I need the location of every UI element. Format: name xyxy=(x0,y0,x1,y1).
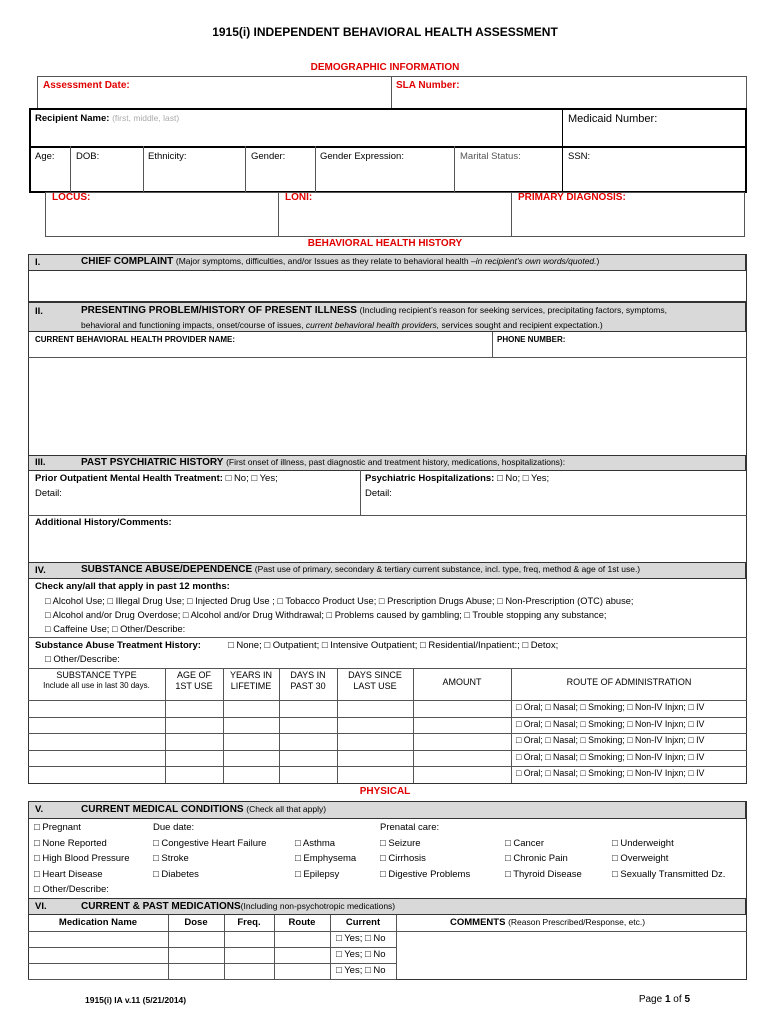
substance-cell-input[interactable] xyxy=(224,718,278,733)
condition-checkbox[interactable]: □ Other/Describe: xyxy=(34,884,109,895)
route-checkboxes[interactable]: □ Oral; □ Nasal; □ Smoking; □ Non-IV Injxn; □ IV xyxy=(516,735,705,746)
demographic-heading: DEMOGRAPHIC INFORMATION xyxy=(310,62,460,73)
substance-cell-input[interactable] xyxy=(166,734,222,749)
sla-number-field[interactable]: SLA Number: xyxy=(396,80,460,91)
column-header xyxy=(337,670,413,693)
condition-checkbox[interactable]: □ Stroke xyxy=(153,853,189,864)
condition-checkbox[interactable]: □ High Blood Pressure xyxy=(34,853,130,864)
form-version: 1915(i) IA v.11 (5/21/2014) xyxy=(85,995,187,1005)
locus-field[interactable]: LOCUS: xyxy=(52,192,91,203)
recipient-name-label: Recipient Name: xyxy=(35,113,110,124)
substance-cell-input[interactable] xyxy=(414,718,510,733)
condition-checkbox[interactable]: □ Diabetes xyxy=(153,869,199,880)
section-desc: (Check all that apply) xyxy=(246,804,327,814)
section-5-header xyxy=(28,801,746,819)
section-1-header xyxy=(28,254,746,271)
section-title: SUBSTANCE ABUSE/DEPENDENCE xyxy=(81,564,253,575)
section-desc: (Including non-psychotropic medications) xyxy=(240,901,396,911)
condition-checkbox[interactable]: □ Pregnant xyxy=(34,822,81,833)
substance-cell-input[interactable] xyxy=(224,701,278,716)
medication-cell-input[interactable] xyxy=(397,932,746,946)
bh-history-heading: BEHAVIORAL HEALTH HISTORY xyxy=(307,238,463,249)
route-checkboxes[interactable]: □ Oral; □ Nasal; □ Smoking; □ Non-IV Injxn; □ IV xyxy=(516,751,705,762)
substance-cell-input[interactable] xyxy=(29,767,164,782)
condition-checkbox[interactable]: □ Epilepsy xyxy=(295,869,340,880)
section-title: CURRENT MEDICAL CONDITIONS xyxy=(81,804,244,815)
column-header xyxy=(330,917,396,929)
ssn-field[interactable]: SSN: xyxy=(568,151,591,162)
yes-no-checkboxes[interactable]: □ No; □ Yes; xyxy=(496,473,550,484)
substance-checkboxes-3[interactable]: □ Caffeine Use; □ Other/Describe: xyxy=(45,624,186,634)
section-number: IV. xyxy=(35,565,46,576)
current-page: 1 xyxy=(664,994,671,1005)
treatment-checkboxes[interactable]: □ None; □ Outpatient; □ Intensive Outpatient; □ Residential/Inpatient:; □ Detox; xyxy=(228,640,559,651)
route-checkboxes[interactable]: □ Oral; □ Nasal; □ Smoking; □ Non-IV Injxn; □ IV xyxy=(516,768,705,779)
substance-cell-input[interactable] xyxy=(338,734,412,749)
section-number: I. xyxy=(35,257,41,268)
prior-outpatient-field[interactable] xyxy=(35,473,278,484)
substance-cell-input[interactable] xyxy=(224,751,278,766)
loni-field[interactable]: LONI: xyxy=(285,192,313,203)
substance-cell-input[interactable] xyxy=(414,767,510,782)
medication-cell-input[interactable] xyxy=(29,964,167,978)
section-4-header xyxy=(28,562,746,579)
ethnicity-field[interactable]: Ethnicity: xyxy=(148,151,187,162)
gender-expression-field[interactable]: Gender Expression: xyxy=(320,151,404,162)
condition-checkbox[interactable]: □ None Reported xyxy=(34,838,107,849)
dob-field[interactable]: DOB: xyxy=(76,151,100,162)
medication-cell-input[interactable] xyxy=(397,948,746,962)
column-header xyxy=(28,917,168,929)
section-desc-italic: in recipient’s own words/quoted. xyxy=(475,256,597,266)
condition-checkbox[interactable]: □ Congestive Heart Failure xyxy=(153,838,267,849)
medication-cell-input[interactable] xyxy=(275,948,329,962)
current-yes-no-checkboxes[interactable]: □ Yes; □ No xyxy=(336,949,386,960)
header-line: AMOUNT xyxy=(442,677,482,687)
header-label: Current xyxy=(345,917,381,928)
substance-checkboxes-2[interactable]: □ Alcohol and/or Drug Overdose; □ Alcohol and/or Drug Withdrawal; □ Problems caused by gambling; □ Trouble stopping any substance; xyxy=(45,610,607,620)
yes-no-checkboxes[interactable]: □ No; □ Yes; xyxy=(225,473,278,484)
presenting-problem-input[interactable] xyxy=(28,358,747,455)
medication-cell-input[interactable] xyxy=(169,964,223,978)
header-line: LIFETIME xyxy=(230,681,272,692)
section-desc-italic: current behavioral health providers, xyxy=(305,320,440,330)
assessment-sla-box xyxy=(37,76,747,109)
header-label: Medication Name xyxy=(58,917,138,928)
hosp-detail-field[interactable]: Detail: xyxy=(365,488,392,499)
column-header xyxy=(413,677,511,688)
current-yes-no-checkboxes[interactable]: □ Yes; □ No xyxy=(336,965,386,976)
page-of: of xyxy=(670,994,685,1005)
medicaid-number-field[interactable]: Medicaid Number: xyxy=(568,113,658,125)
section-desc-end: ) xyxy=(596,256,600,266)
section-number: VI. xyxy=(35,901,47,912)
column-header xyxy=(168,917,224,929)
condition-checkbox[interactable]: □ Sexually Transmitted Dz. xyxy=(612,869,726,880)
column-header xyxy=(396,917,770,929)
recipient-name-hint: (first, middle, last) xyxy=(112,113,180,123)
substance-cell-input[interactable] xyxy=(280,701,336,716)
substance-cell-input[interactable] xyxy=(280,718,336,733)
column-header xyxy=(274,917,330,929)
substance-cell-input[interactable] xyxy=(29,718,164,733)
substance-cell-input[interactable] xyxy=(414,751,510,766)
column-header xyxy=(511,677,747,688)
row-divider xyxy=(28,979,396,980)
route-checkboxes[interactable]: □ Oral; □ Nasal; □ Smoking; □ Non-IV Injxn; □ IV xyxy=(516,702,705,712)
column-header xyxy=(28,670,165,691)
header-line: SUBSTANCE TYPE xyxy=(56,670,137,680)
header-line: YEARS IN xyxy=(229,670,272,680)
substance-cell-input[interactable] xyxy=(29,751,164,766)
page-prefix: Page xyxy=(638,994,665,1005)
column-header xyxy=(223,670,279,693)
section-title: PRESENTING PROBLEM/HISTORY OF PRESENT ILLNESS xyxy=(81,305,357,316)
provider-name-field[interactable]: CURRENT BEHAVIORAL HEALTH PROVIDER NAME: xyxy=(35,335,236,344)
header-line: AGE OF xyxy=(176,670,211,680)
medication-cell-input[interactable] xyxy=(169,932,223,946)
substance-cell-input[interactable] xyxy=(280,734,336,749)
substance-cell-input[interactable] xyxy=(29,734,164,749)
condition-checkbox[interactable]: □ Seizure xyxy=(380,838,421,849)
route-checkboxes[interactable]: □ Oral; □ Nasal; □ Smoking; □ Non-IV Injxn; □ IV xyxy=(516,718,705,729)
form-title: 1915(i) INDEPENDENT BEHAVIORAL HEALTH ASSESSMENT xyxy=(212,25,558,39)
substance-cell-input[interactable] xyxy=(338,751,412,766)
phone-number-field[interactable]: PHONE NUMBER: xyxy=(497,335,566,344)
label: Psychiatric Hospitalizations: xyxy=(365,473,495,484)
column-header xyxy=(279,670,337,693)
condition-checkbox[interactable]: □ Cirrhosis xyxy=(380,853,426,864)
header-line: DAYS IN xyxy=(290,670,326,680)
condition-checkbox[interactable]: □ Overweight xyxy=(612,853,669,864)
condition-checkbox[interactable]: □ Chronic Pain xyxy=(505,853,568,864)
assessment-date-field[interactable]: Assessment Date: xyxy=(43,80,130,91)
treatment-history-label: Substance Abuse Treatment History: xyxy=(35,640,201,651)
label: Prior Outpatient Mental Health Treatment: xyxy=(35,473,223,484)
substance-cell-input[interactable] xyxy=(29,701,164,716)
section-desc: behavioral and functioning impacts, onset/course of issues, xyxy=(81,320,304,330)
medication-cell-input[interactable] xyxy=(29,948,167,962)
outpatient-detail-field[interactable]: Detail: xyxy=(35,488,62,499)
section-title: CHIEF COMPLAINT xyxy=(81,256,174,267)
column-header xyxy=(224,917,274,929)
header-line: DAYS SINCE xyxy=(348,670,402,680)
substance-cell-input[interactable] xyxy=(166,718,222,733)
section-desc: (Major symptoms, difficulties, and/or Issues as they relate to behavioral health – xyxy=(175,256,476,266)
condition-checkbox[interactable]: □ Asthma xyxy=(295,838,336,849)
header-label: COMMENTS xyxy=(450,917,506,928)
condition-checkbox: Due date: xyxy=(153,822,195,833)
header-line: ROUTE OF ADMINISTRATION xyxy=(566,677,692,687)
substance-cell-input[interactable] xyxy=(224,767,278,782)
header-desc: (Reason Prescribed/Response, etc.) xyxy=(508,917,646,927)
total-pages: 5 xyxy=(684,994,690,1005)
additional-history-field[interactable]: Additional History/Comments: xyxy=(35,517,172,528)
substance-cell-input[interactable] xyxy=(414,701,510,716)
section-title: CURRENT & PAST MEDICATIONS xyxy=(81,901,241,912)
condition-checkbox[interactable]: □ Cancer xyxy=(505,838,545,849)
check-label: Check any/all that apply in past 12 months: xyxy=(35,581,230,592)
section-desc: (Past use of primary, secondary & tertiary current substance, incl. type, freq, method & age of 1st use.) xyxy=(254,564,641,574)
section-desc: (First onset of illness, past diagnostic and treatment history, medications, hospitalizations): xyxy=(226,457,566,467)
substance-cell-input[interactable] xyxy=(166,751,222,766)
substance-cell-input[interactable] xyxy=(338,701,412,716)
header-label: Freq. xyxy=(237,917,261,928)
header-label: Route xyxy=(288,917,316,928)
section-title: PAST PSYCHIATRIC HISTORY xyxy=(81,457,224,468)
condition-checkbox: Prenatal care: xyxy=(380,822,440,833)
primary-diagnosis-field[interactable]: PRIMARY DIAGNOSIS: xyxy=(518,192,626,203)
substance-cell-input[interactable] xyxy=(280,767,336,782)
medication-cell-input[interactable] xyxy=(225,948,273,962)
condition-checkbox[interactable]: □ Thyroid Disease xyxy=(505,869,582,880)
substance-cell-input[interactable] xyxy=(280,751,336,766)
header-line: 1ST USE xyxy=(175,681,213,692)
section-number: III. xyxy=(35,457,46,468)
page-number xyxy=(600,994,690,1006)
recipient-name-field[interactable] xyxy=(35,113,179,124)
header-label: Dose xyxy=(184,917,208,928)
gender-field[interactable]: Gender: xyxy=(251,151,286,162)
treatment-other-checkbox[interactable]: □ Other/Describe: xyxy=(45,654,120,665)
section-number: V. xyxy=(35,804,44,815)
substance-checkboxes-1[interactable]: □ Alcohol Use; □ Illegal Drug Use; □ Injected Drug Use ; □ Tobacco Product Use; □ Prescription Drugs Abuse; □ Non-Prescription (OTC) abuse; xyxy=(45,596,634,606)
medication-cell-input[interactable] xyxy=(397,964,746,978)
substance-cell-input[interactable] xyxy=(224,734,278,749)
medication-cell-input[interactable] xyxy=(275,932,329,946)
section-2-header xyxy=(28,302,746,332)
medication-cell-input[interactable] xyxy=(275,964,329,978)
condition-checkbox[interactable]: □ Emphysema xyxy=(295,853,357,864)
section-3-header xyxy=(28,455,746,471)
substance-cell-input[interactable] xyxy=(166,767,222,782)
section-6-header xyxy=(28,898,746,915)
column-header xyxy=(165,670,223,693)
medication-cell-input[interactable] xyxy=(225,932,273,946)
condition-checkbox[interactable]: □ Digestive Problems xyxy=(380,869,471,880)
medication-cell-input[interactable] xyxy=(29,932,167,946)
physical-heading: PHYSICAL xyxy=(359,786,411,797)
header-line: PAST 30 xyxy=(290,681,326,692)
header-line: Include all use in last 30 days. xyxy=(43,681,150,691)
substance-cell-input[interactable] xyxy=(338,718,412,733)
scores-box xyxy=(45,192,745,237)
medication-cell-input[interactable] xyxy=(225,964,273,978)
section-desc: services sought and recipient expectation.) xyxy=(441,320,603,330)
marital-status-field[interactable]: Marital Status: xyxy=(460,151,521,162)
header-line: LAST USE xyxy=(353,681,397,692)
section-number: II. xyxy=(35,306,43,317)
section-desc: (Including recipient’s reason for seeking services, precipitating factors, symptoms, xyxy=(359,305,668,315)
substance-cell-input[interactable] xyxy=(414,734,510,749)
psychiatric-hosp-field[interactable] xyxy=(365,473,549,484)
age-field[interactable]: Age: xyxy=(35,151,55,162)
chief-complaint-input[interactable] xyxy=(28,270,747,302)
current-yes-no-checkboxes[interactable]: □ Yes; □ No xyxy=(336,933,386,944)
condition-checkbox[interactable]: □ Heart Disease xyxy=(34,869,103,880)
substance-cell-input[interactable] xyxy=(166,701,222,716)
condition-checkbox[interactable]: □ Underweight xyxy=(612,838,674,849)
substance-cell-input[interactable] xyxy=(338,767,412,782)
medication-cell-input[interactable] xyxy=(169,948,223,962)
